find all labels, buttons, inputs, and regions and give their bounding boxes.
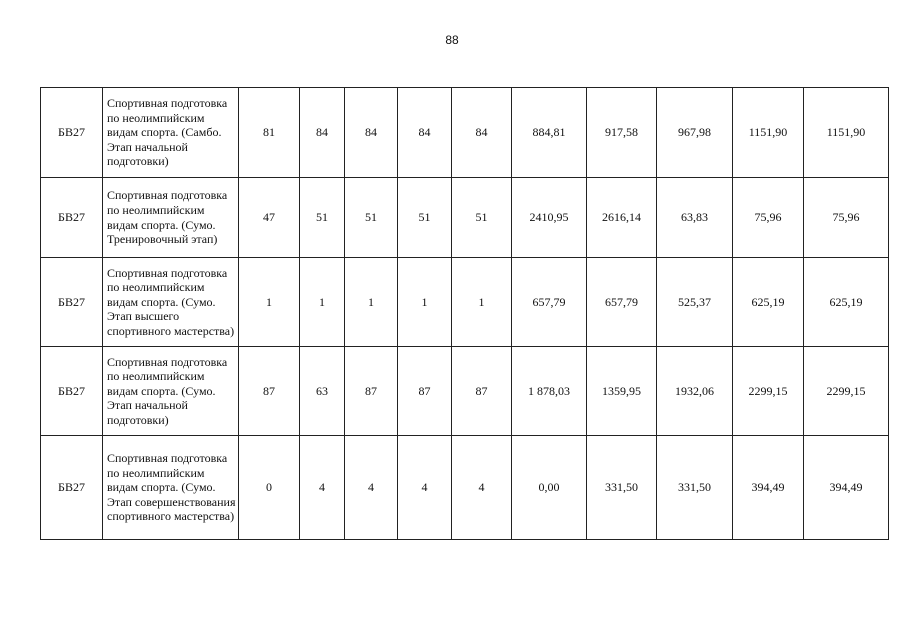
- code-cell: БВ27: [41, 436, 103, 540]
- value-cell: 917,58: [587, 88, 657, 178]
- value-cell: 1359,95: [587, 347, 657, 436]
- value-cell: 2299,15: [733, 347, 804, 436]
- page-number: 88: [445, 33, 459, 47]
- description-cell: Спортивная подготовка по неолимпийским видам спорта. (Сумо. Этап высшего спортивного мастерства): [103, 258, 239, 347]
- value-cell: 1: [300, 258, 345, 347]
- value-cell: 84: [300, 88, 345, 178]
- value-cell: 657,79: [587, 258, 657, 347]
- value-cell: 394,49: [733, 436, 804, 540]
- value-cell: 84: [452, 88, 512, 178]
- table-row: [41, 258, 889, 347]
- value-cell: 525,37: [657, 258, 733, 347]
- value-cell: 63,83: [657, 178, 733, 258]
- value-cell: 75,96: [804, 178, 889, 258]
- value-cell: 1151,90: [733, 88, 804, 178]
- value-cell: 75,96: [733, 178, 804, 258]
- value-cell: 1 878,03: [512, 347, 587, 436]
- value-cell: 1: [398, 258, 452, 347]
- code-cell: БВ27: [41, 258, 103, 347]
- value-cell: 0,00: [512, 436, 587, 540]
- value-cell: 87: [239, 347, 300, 436]
- value-cell: 2299,15: [804, 347, 889, 436]
- description-cell: Спортивная подготовка по неолимпийским видам спорта. (Самбо. Этап начальной подготовки): [103, 88, 239, 178]
- value-cell: 1932,06: [657, 347, 733, 436]
- value-cell: 51: [452, 178, 512, 258]
- value-cell: 1: [452, 258, 512, 347]
- value-cell: 331,50: [657, 436, 733, 540]
- value-cell: 81: [239, 88, 300, 178]
- value-cell: 51: [345, 178, 398, 258]
- value-cell: 1: [345, 258, 398, 347]
- table-row: [41, 347, 889, 436]
- table-row: [41, 436, 889, 540]
- value-cell: 4: [300, 436, 345, 540]
- description-cell: Спортивная подготовка по неолимпийским видам спорта. (Сумо. Тренировочный этап): [103, 178, 239, 258]
- table-row: [41, 88, 889, 178]
- value-cell: 51: [300, 178, 345, 258]
- value-cell: 2616,14: [587, 178, 657, 258]
- code-cell: БВ27: [41, 178, 103, 258]
- value-cell: 63: [300, 347, 345, 436]
- value-cell: 1: [239, 258, 300, 347]
- value-cell: 4: [398, 436, 452, 540]
- value-cell: 4: [345, 436, 398, 540]
- value-cell: 625,19: [733, 258, 804, 347]
- value-cell: 87: [398, 347, 452, 436]
- description-cell: Спортивная подготовка по неолимпийским видам спорта. (Сумо. Этап начальной подготовки): [103, 347, 239, 436]
- value-cell: 967,98: [657, 88, 733, 178]
- table-row: [41, 178, 889, 258]
- value-cell: 51: [398, 178, 452, 258]
- value-cell: 625,19: [804, 258, 889, 347]
- value-cell: 4: [452, 436, 512, 540]
- value-cell: 84: [345, 88, 398, 178]
- code-cell: БВ27: [41, 347, 103, 436]
- code-cell: БВ27: [41, 88, 103, 178]
- table-body: [41, 88, 889, 540]
- value-cell: 331,50: [587, 436, 657, 540]
- value-cell: 0: [239, 436, 300, 540]
- value-cell: 657,79: [512, 258, 587, 347]
- value-cell: 1151,90: [804, 88, 889, 178]
- value-cell: 47: [239, 178, 300, 258]
- value-cell: 2410,95: [512, 178, 587, 258]
- data-table: [40, 87, 889, 540]
- value-cell: 884,81: [512, 88, 587, 178]
- value-cell: 394,49: [804, 436, 889, 540]
- value-cell: 87: [452, 347, 512, 436]
- value-cell: 87: [345, 347, 398, 436]
- description-cell: Спортивная подготовка по неолимпийским видам спорта. (Сумо. Этап совершенствования спортивного мастерства): [103, 436, 239, 540]
- value-cell: 84: [398, 88, 452, 178]
